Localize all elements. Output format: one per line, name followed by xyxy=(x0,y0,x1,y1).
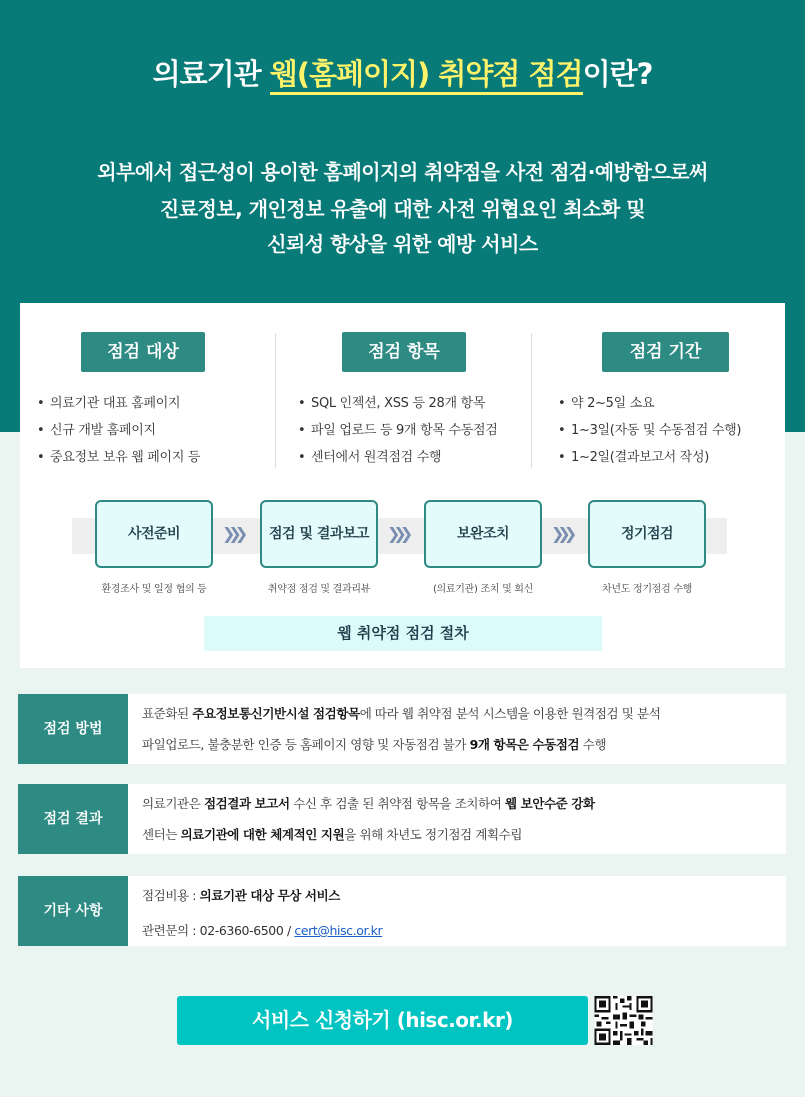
list-item: • 1~3일(자동 및 수동점검 수행) xyxy=(558,421,741,448)
info-row-result xyxy=(18,784,786,854)
info-label: 점검 결과 xyxy=(18,784,128,854)
double-chevron-right-icon: ❯❯❯ xyxy=(551,524,571,543)
list-item: • 의료기관 대표 홈페이지 xyxy=(37,394,200,421)
list-item: • 중요정보 보유 웹 페이지 등 xyxy=(37,448,200,475)
info-row-etc xyxy=(18,876,786,946)
text-span: 의료기관은 xyxy=(142,796,204,811)
process-step-inspect: 점검 및 결과보고 xyxy=(260,500,378,568)
title-highlight: 웹(홈페이지) 취약점 점검 xyxy=(270,57,583,95)
process-title: 웹 취약점 점검 절차 xyxy=(204,616,602,651)
info-label: 점검 방법 xyxy=(18,694,128,764)
step-caption: 차년도 정기점검 수행 xyxy=(602,584,692,595)
info-text xyxy=(142,794,595,812)
info-text xyxy=(142,704,660,722)
list-item: • SQL 인젝션, XSS 등 28개 항목 xyxy=(298,394,498,421)
contact-email-link[interactable]: cert@hisc.or.kr xyxy=(294,923,383,938)
column-title-items: 점검 항목 xyxy=(342,332,466,372)
subtitle-line-3: 신뢰성 향상을 위한 예방 서비스 xyxy=(267,232,538,256)
double-chevron-right-icon: ❯❯❯ xyxy=(387,524,407,543)
list-item: • 신규 개발 홈페이지 xyxy=(37,421,200,448)
subtitle-line-1: 외부에서 접근성이 용이한 홈페이지의 취약점을 사전 점검·예방함으로써 xyxy=(97,160,708,184)
target-list xyxy=(37,394,200,475)
info-row-method xyxy=(18,694,786,764)
list-item: • 약 2~5일 소요 xyxy=(558,394,741,421)
column-title-period: 점검 기간 xyxy=(602,332,729,372)
column-divider xyxy=(531,333,532,468)
text-span: 수행 xyxy=(579,737,607,752)
double-chevron-right-icon: ❯❯❯ xyxy=(222,524,242,543)
text-span: 을 위해 차년도 정기점검 계획수립 xyxy=(344,827,522,842)
title-suffix: 이란? xyxy=(582,57,653,91)
text-emphasis: 의료기관에 대한 체계적인 지원 xyxy=(180,827,345,842)
text-span: 관련문의 : 02-6360-6500 / xyxy=(142,923,295,938)
text-span: 표준화된 xyxy=(142,706,193,721)
text-span: 점검비용 : xyxy=(142,888,200,903)
column-divider xyxy=(275,333,276,468)
items-list xyxy=(298,394,498,475)
text-emphasis: 주요정보통신기반시설 점검항목 xyxy=(192,706,360,721)
text-emphasis: 점검결과 보고서 xyxy=(203,796,290,811)
apply-service-button[interactable]: 서비스 신청하기 (hisc.or.kr) xyxy=(177,996,588,1045)
text-emphasis: 웹 보안수준 강화 xyxy=(505,796,595,811)
info-text xyxy=(142,825,522,843)
list-item: • 1~2일(결과보고서 작성) xyxy=(558,448,741,475)
info-text xyxy=(142,886,340,904)
process-step-periodic: 정기점검 xyxy=(588,500,706,568)
list-item: • 센터에서 원격점검 수행 xyxy=(298,448,498,475)
title-prefix: 의료기관 xyxy=(152,57,270,91)
overview-card xyxy=(20,303,785,668)
process-step-remediate: 보완조치 xyxy=(424,500,542,568)
subtitle-line-2: 진료정보, 개인정보 유출에 대한 사전 위협요인 최소화 및 xyxy=(159,197,646,221)
qr-code-icon[interactable] xyxy=(594,996,653,1045)
text-span: 에 따라 웹 취약점 분석 시스템을 이용한 원격점검 및 분석 xyxy=(359,706,661,721)
text-span: 수신 후 검출 된 취약점 항목을 조치하여 xyxy=(289,796,506,811)
column-title-target: 점검 대상 xyxy=(81,332,205,372)
text-emphasis: 의료기관 대상 무상 서비스 xyxy=(199,888,340,903)
page-title xyxy=(0,52,805,93)
period-list xyxy=(558,394,741,475)
step-caption: 취약점 점검 및 결과리뷰 xyxy=(267,584,371,595)
step-caption: (의료기관) 조치 및 회신 xyxy=(432,584,534,595)
text-span: 파일업로드, 불충분한 인증 등 홈페이지 영향 및 자동점검 불가 xyxy=(142,737,470,752)
process-step-prepare: 사전준비 xyxy=(95,500,213,568)
info-label: 기타 사항 xyxy=(18,876,128,946)
step-caption: 환경조사 및 일정 협의 등 xyxy=(101,584,207,595)
info-text xyxy=(142,921,382,939)
text-span: 센터는 xyxy=(142,827,181,842)
info-text xyxy=(142,735,606,753)
text-emphasis: 9개 항목은 수동점검 xyxy=(469,737,580,752)
list-item: • 파일 업로드 등 9개 항목 수동점검 xyxy=(298,421,498,448)
